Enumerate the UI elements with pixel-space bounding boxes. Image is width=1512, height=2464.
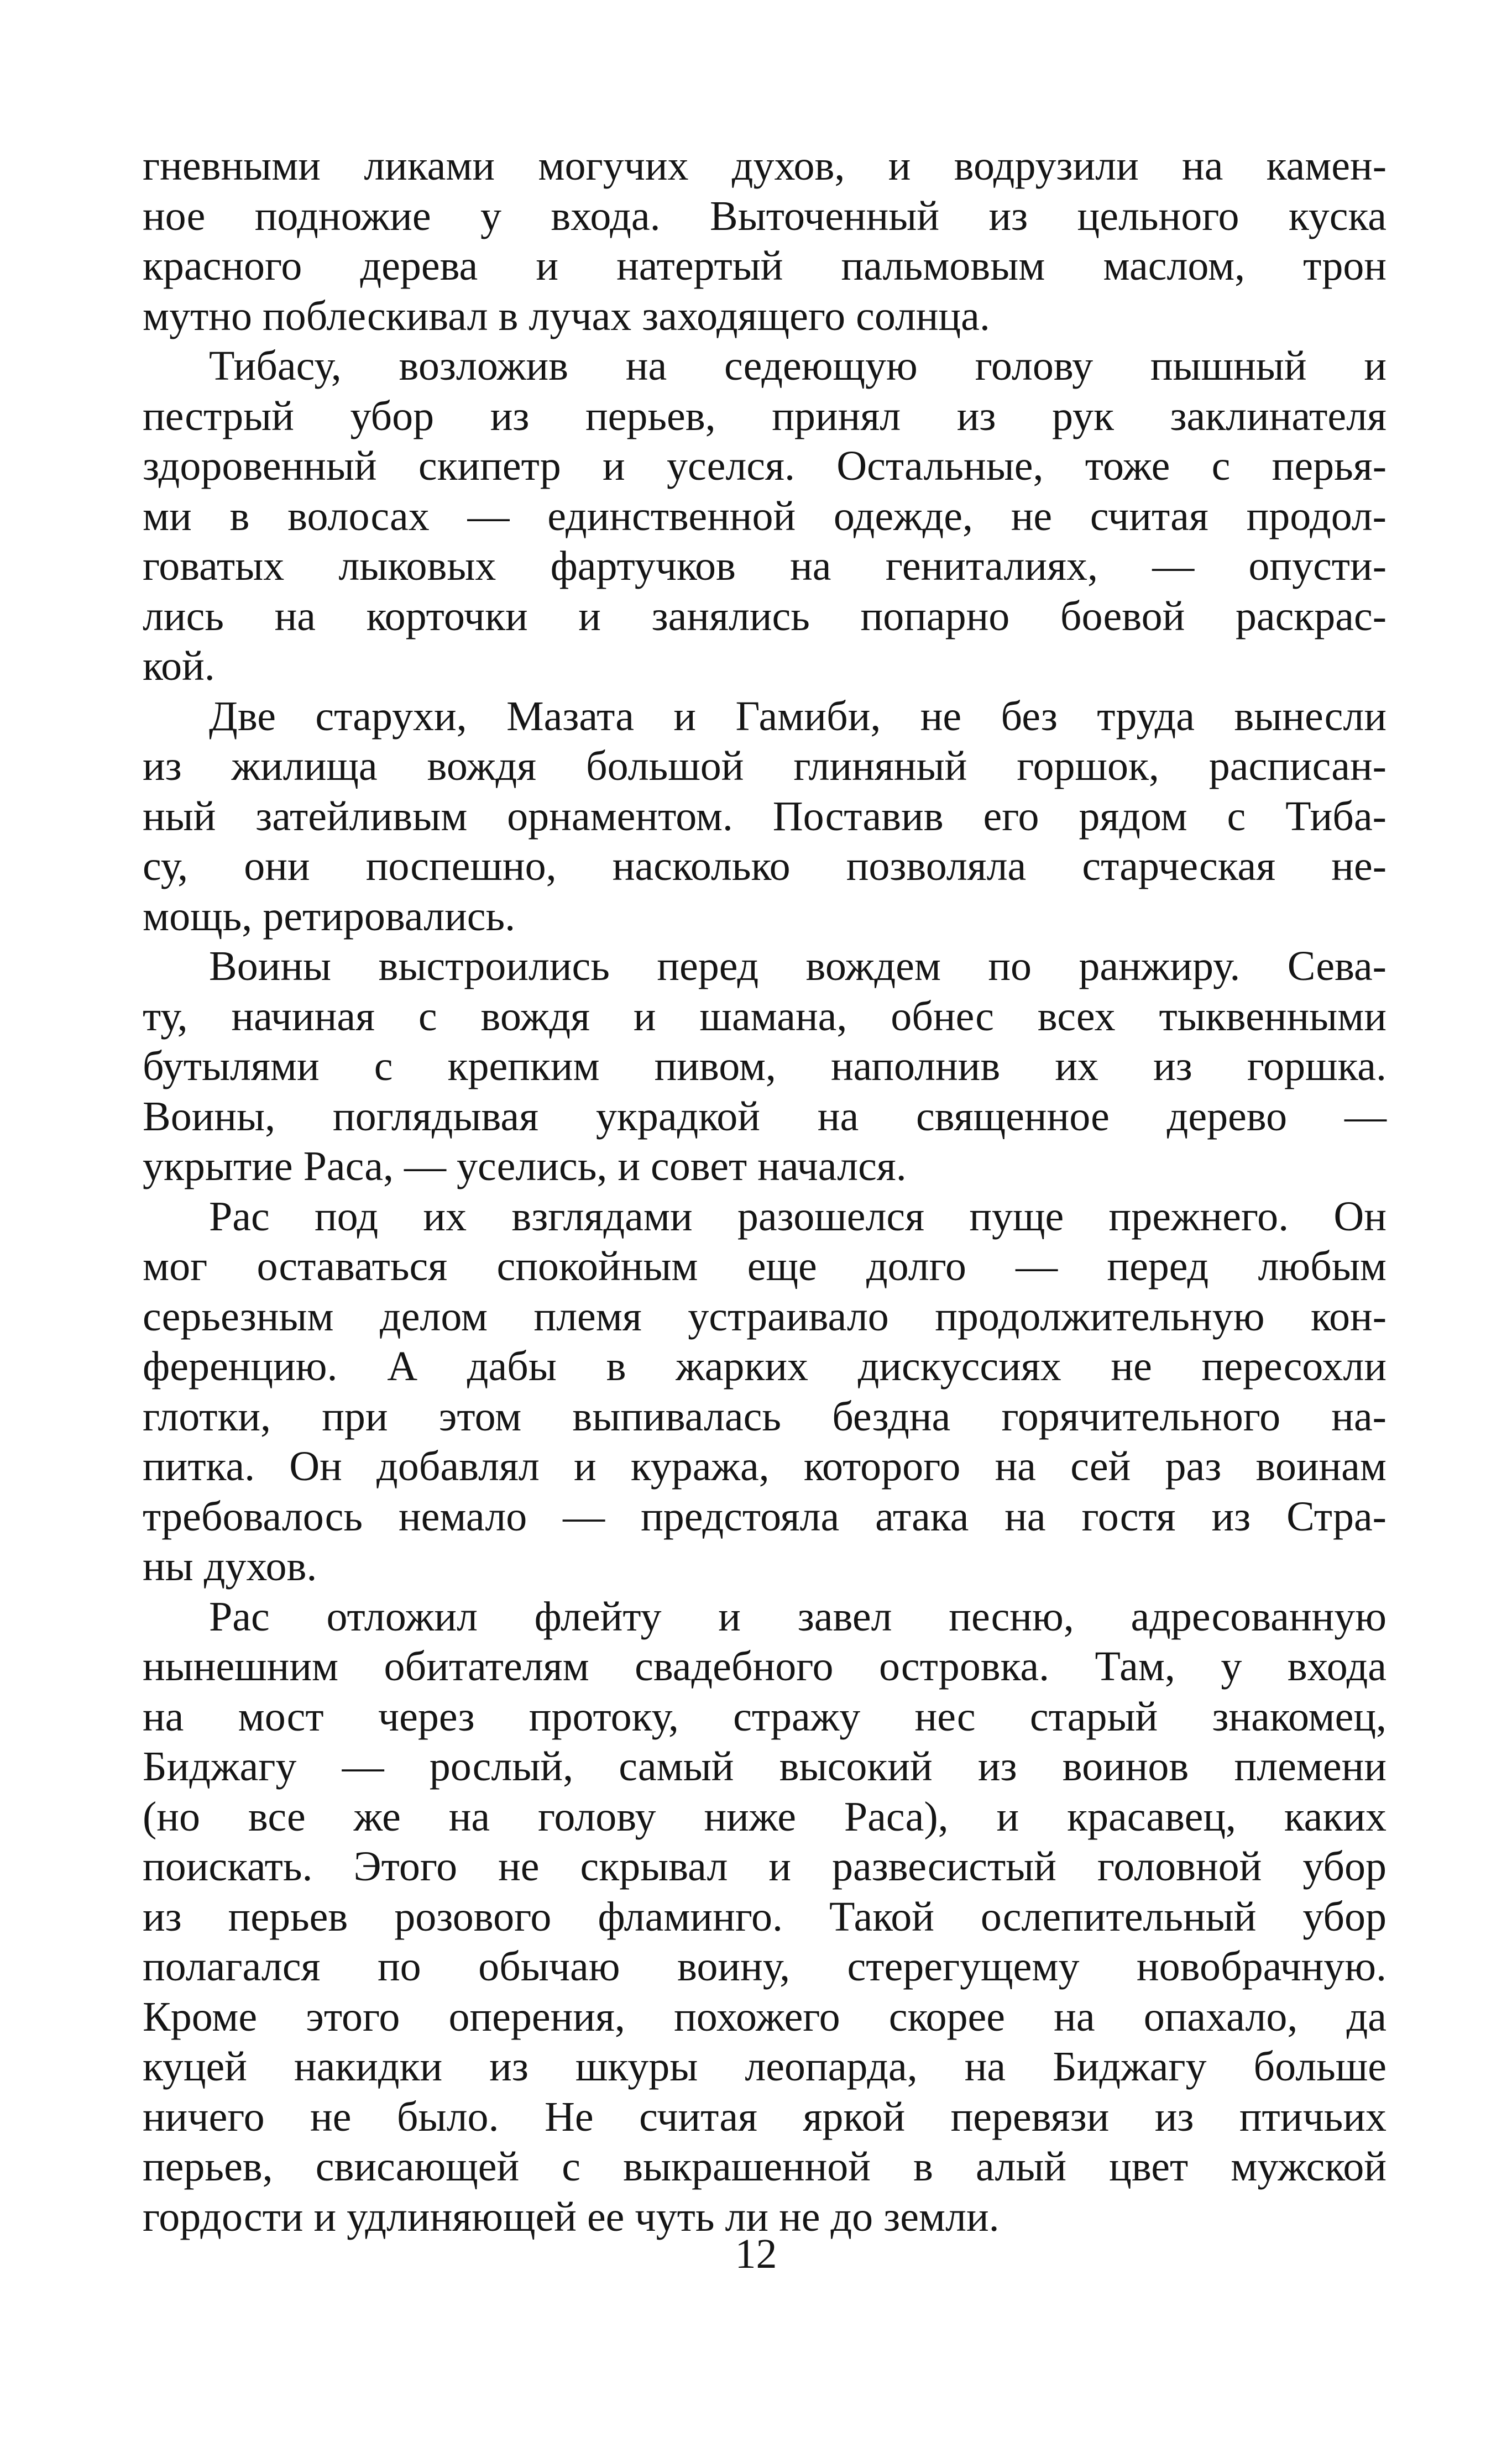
text-line: Воины, поглядывая украдкой на священное дерево — — [143, 1093, 1387, 1140]
text-line: Кроме этого оперения, похожего скорее на опахало, да — [143, 1993, 1387, 2040]
text-line: ференцию. А дабы в жарких дискуссиях не пересохли — [143, 1343, 1387, 1390]
text-line: серьезным делом племя устраивало продолжительную кон- — [143, 1293, 1387, 1340]
text-line: здоровенный скипетр и уселся. Остальные, тоже с перья- — [143, 443, 1387, 489]
text-line: Две старухи, Мазата и Гамиби, не без труда вынесли — [209, 693, 1387, 740]
text-line: красного дерева и натертый пальмовым маслом, трон — [143, 243, 1387, 289]
text-line: Рас под их взглядами разошелся пуще прежнего. Он — [209, 1193, 1387, 1240]
text-line: ный затейливым орнаментом. Поставив его рядом с Тиба- — [143, 793, 1387, 840]
text-line: куцей накидки из шкуры леопарда, на Биджагу больше — [143, 2043, 1387, 2090]
text-line: ми в волосах — единственной одежде, не считая продол- — [143, 492, 1387, 539]
paragraph — [143, 1192, 1387, 1592]
text-line: гневными ликами могучих духов, и водрузили на камен- — [143, 143, 1387, 189]
page-body — [143, 141, 1387, 2242]
paragraph — [143, 341, 1387, 691]
text-line: гордости и удлиняющей ее чуть ли не до земли. — [143, 2193, 1000, 2240]
text-line: мощь, ретировались. — [143, 893, 516, 940]
text-line: Рас отложил флейту и завел песню, адресованную — [209, 1593, 1387, 1640]
text-line: глотки, при этом выпивалась бездна горячительного на- — [143, 1393, 1387, 1440]
text-line: мог оставаться спокойным еще долго — перед любым — [143, 1243, 1387, 1289]
text-line: ное подножие у входа. Выточенный из цельного куска — [143, 192, 1387, 239]
text-line: лись на корточки и занялись попарно боевой раскрас- — [143, 593, 1387, 639]
text-line: укрытие Раса, — уселись, и совет начался. — [143, 1143, 907, 1189]
text-line: перьев, свисающей с выкрашенной в алый цвет мужской — [143, 2143, 1387, 2190]
text-line: ничего не было. Не считая яркой перевязи из птичьих — [143, 2093, 1387, 2140]
text-line: из перьев розового фламинго. Такой ослепительный убор — [143, 1893, 1387, 1940]
text-line: из жилища вождя большой глиняный горшок, расписан- — [143, 743, 1387, 789]
paragraph — [143, 141, 1387, 341]
text-line: Воины выстроились перед вождем по ранжиру. Сева- — [209, 943, 1387, 989]
text-line: ту, начиная с вождя и шамана, обнес всех тыквенными — [143, 993, 1387, 1040]
text-line: требовалось немало — предстояла атака на гостя из Стра- — [143, 1493, 1387, 1540]
text-line: су, они поспешно, насколько позволяла старческая не- — [143, 843, 1387, 889]
text-line: Биджагу — рослый, самый высокий из воинов племени — [143, 1743, 1387, 1790]
text-line: ны духов. — [143, 1543, 317, 1590]
page-number: 12 — [735, 2231, 777, 2277]
text-line: бутылями с крепким пивом, наполнив их из горшка. — [143, 1043, 1387, 1089]
text-line: поискать. Этого не скрывал и развесистый головной убор — [143, 1843, 1387, 1890]
text-line: пестрый убор из перьев, принял из рук заклинателя — [143, 392, 1387, 439]
paragraph — [143, 941, 1387, 1192]
text-line: мутно поблескивал в лучах заходящего солнца. — [143, 292, 990, 339]
text-line: полагался по обычаю воину, стерегущему новобрачную. — [143, 1943, 1387, 1990]
paragraph — [143, 1592, 1387, 2242]
text-line: нынешним обитателям свадебного островка. Там, у входа — [143, 1643, 1387, 1690]
text-line: кой. — [143, 643, 215, 689]
text-line: говатых лыковых фартучков на гениталиях, — опусти- — [143, 543, 1387, 589]
text-line: питка. Он добавлял и куража, которого на сей раз воинам — [143, 1443, 1387, 1490]
text-line: (но все же на голову ниже Раса), и красавец, каких — [143, 1793, 1387, 1840]
text-line: на мост через протоку, стражу нес старый знакомец, — [143, 1693, 1387, 1740]
text-line: Тибасу, возложив на седеющую голову пышный и — [209, 343, 1387, 389]
paragraph — [143, 691, 1387, 942]
